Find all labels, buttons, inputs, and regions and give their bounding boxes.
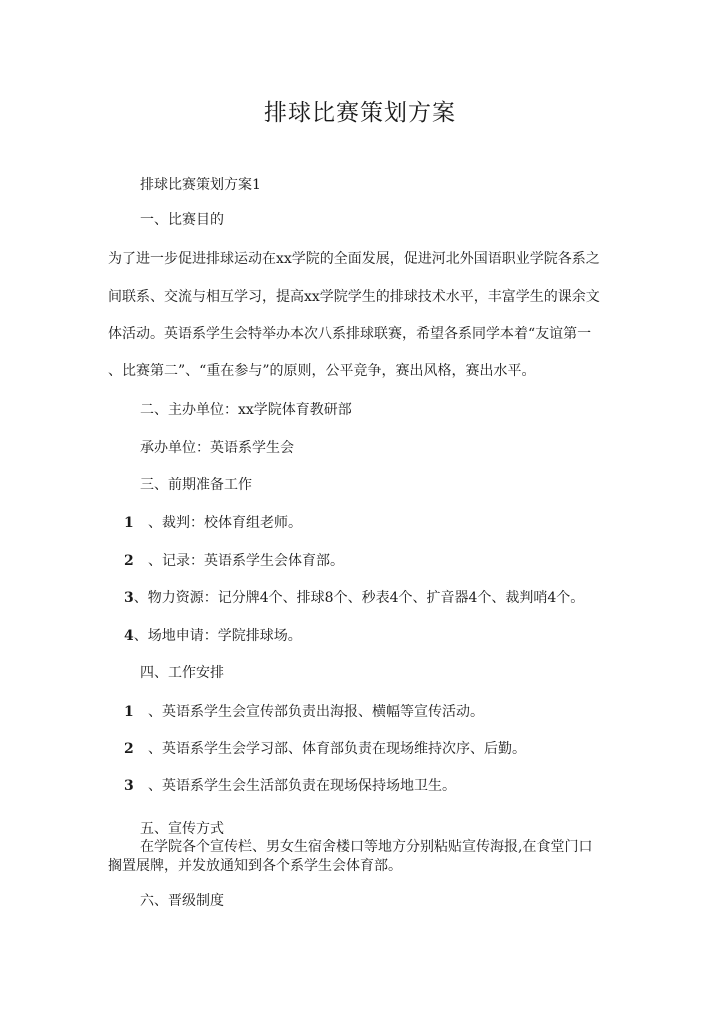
section-1-paragraph-line-4: 、比赛第二”、“重在参与”的原则，公平竞争，赛出风格，赛出水平。 (108, 363, 536, 379)
section-5-paragraph-line-2: 搁置展牌，并发放通知到各个系学生会体育部。 (108, 858, 402, 874)
section-4-item (124, 703, 484, 721)
section-3-heading: 三、前期准备工作 (140, 477, 252, 493)
item-number: 1 (124, 704, 134, 720)
item-number: 2 (124, 741, 134, 757)
item-text: 、记录：英语系学生会体育部。 (148, 553, 344, 569)
subtitle: 排球比赛策划方案1 (140, 177, 261, 193)
section-2-co-organizer: 承办单位：英语系学生会 (140, 440, 294, 456)
section-4-item (124, 777, 456, 795)
document-title: 排球比赛策划方案 (264, 100, 456, 126)
item-text: 、英语系学生会学习部、体育部负责在现场维持次序、后勤。 (148, 741, 526, 757)
section-3-item (124, 552, 344, 570)
section-3-item (124, 627, 302, 645)
item-text: 、裁判：校体育组老师。 (148, 515, 302, 531)
section-6-heading: 六、晋级制度 (140, 893, 224, 909)
section-1-heading: 一、比赛目的 (140, 212, 224, 228)
item-text: 、英语系学生会生活部负责在现场保持场地卫生。 (148, 778, 456, 794)
section-5-heading: 五、宣传方式 (140, 821, 224, 837)
item-number: 1 (124, 515, 134, 531)
section-3-item (124, 589, 584, 607)
item-number: 4 (124, 628, 134, 644)
item-text: 、场地申请：学院排球场。 (133, 628, 302, 644)
section-1-paragraph-line-2: 间联系、交流与相互学习，提高xx学院学生的排球技术水平，丰富学生的课余文 (108, 289, 600, 305)
section-2-heading: 二、主办单位：xx学院体育教研部 (140, 402, 352, 418)
section-1-paragraph-line-1: 为了进一步促进排球运动在xx学院的全面发展，促进河北外国语职业学院各系之 (108, 251, 600, 267)
section-4-heading: 四、工作安排 (140, 665, 224, 681)
item-number: 3 (124, 590, 134, 606)
item-number: 2 (124, 553, 134, 569)
section-4-item (124, 740, 526, 758)
item-text: 、物力资源：记分牌4个、排球8个、秒表4个、扩音器4个、裁判哨4个。 (133, 590, 585, 606)
section-3-item (124, 514, 302, 532)
item-text: 、英语系学生会宣传部负责出海报、横幅等宣传活动。 (148, 704, 484, 720)
section-1-paragraph-line-3: 体活动。英语系学生会特举办本次八系排球联赛，希望各系同学本着“友谊第一 (108, 326, 592, 342)
section-5-paragraph-line-1: 在学院各个宣传栏、男女生宿舍楼口等地方分别粘贴宣传海报,在食堂门口 (140, 839, 593, 855)
item-number: 3 (124, 778, 134, 794)
